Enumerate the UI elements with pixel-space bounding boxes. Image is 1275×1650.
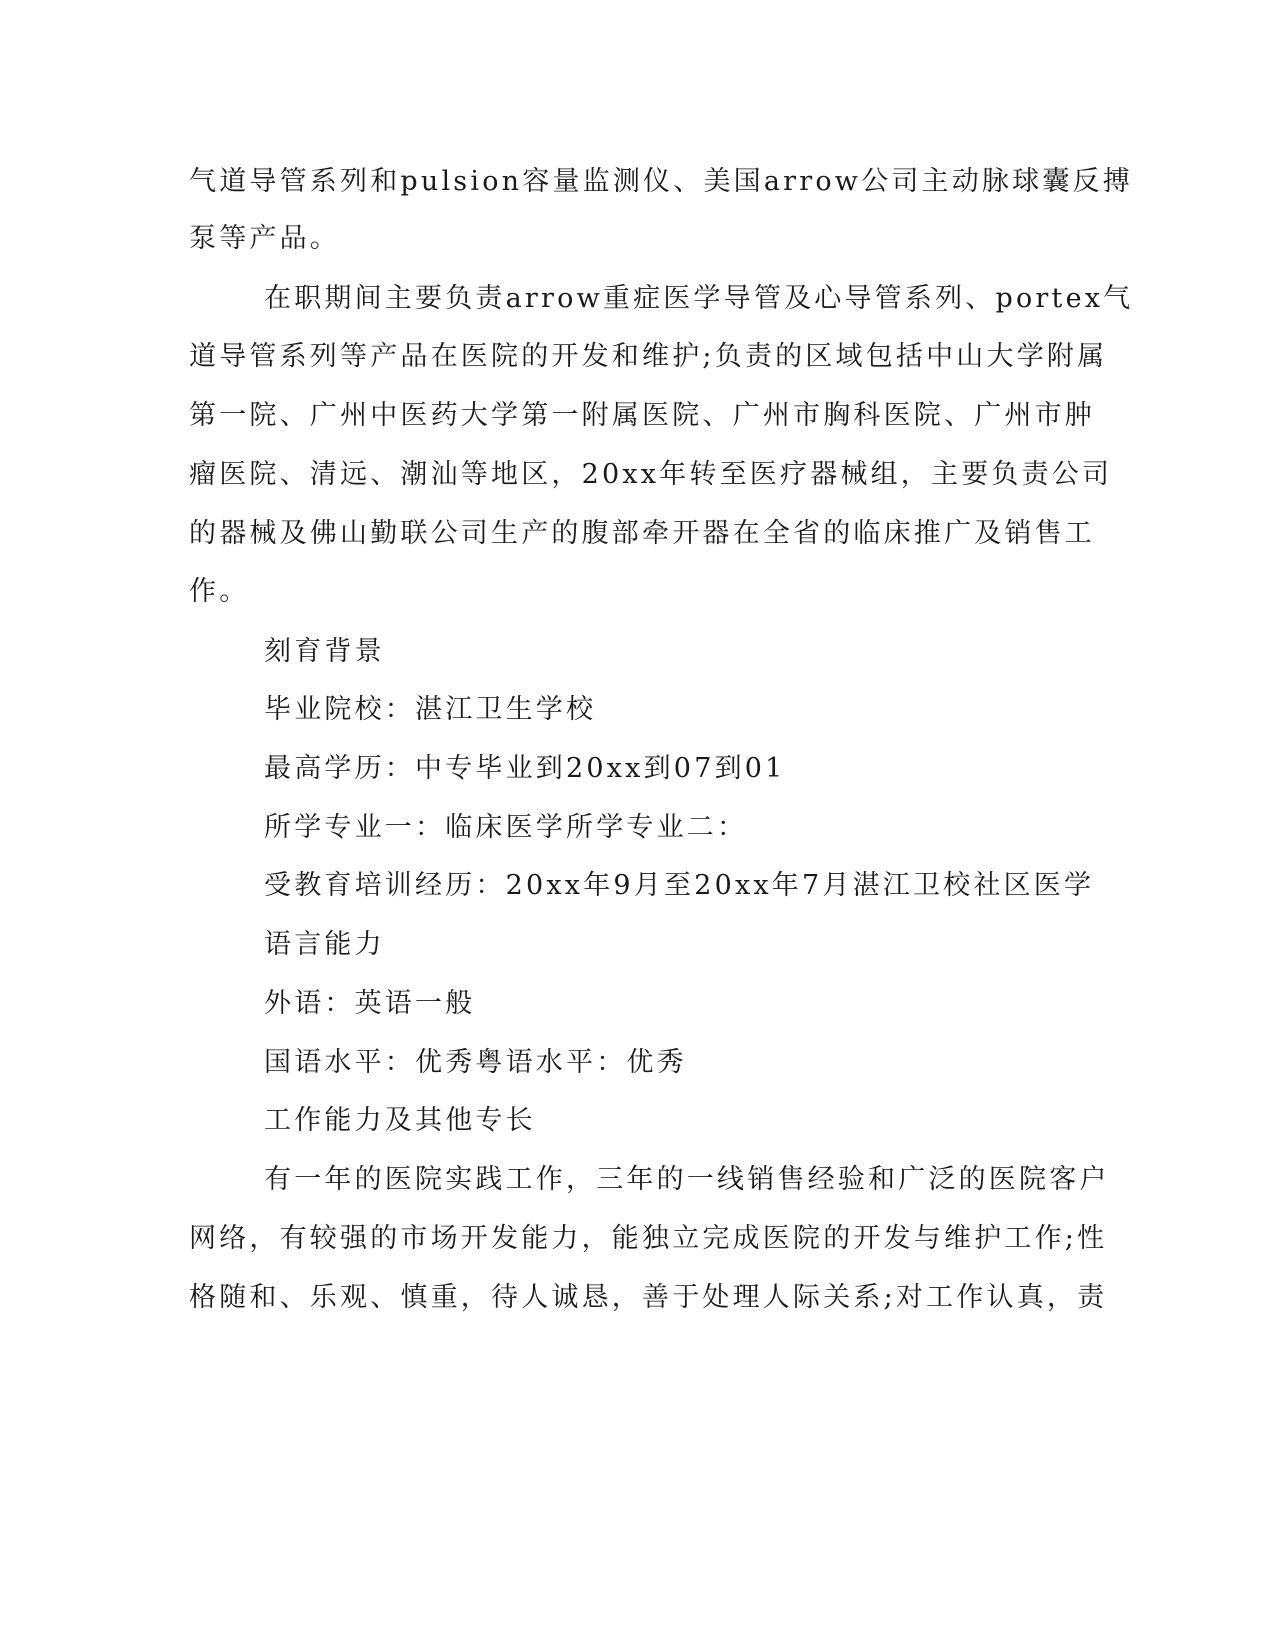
paragraph-line: 格随和、乐观、慎重，待人诚恳，善于处理人际关系;对工作认真，责: [189, 1282, 1108, 1313]
section-heading: 语言能力: [264, 929, 385, 960]
section-heading: 工作能力及其他专长: [264, 1105, 536, 1136]
info-line: 国语水平：优秀粤语水平：优秀: [264, 1047, 687, 1078]
paragraph-line: 第一院、广州中医药大学第一附属医院、广州市胸科医院、广州市肿: [189, 400, 1095, 431]
info-line: 外语：英语一般: [264, 988, 476, 1019]
paragraph-line: 有一年的医院实践工作，三年的一线销售经验和广泛的医院客户: [264, 1164, 1110, 1195]
paragraph-line: 的器械及佛山勤联公司生产的腹部牵开器在全省的临床推广及销售工: [189, 518, 1095, 549]
paragraph-line: 作。: [189, 576, 250, 607]
paragraph-line: 瘤医院、清远、潮汕等地区，20xx年转至医疗器械组，主要负责公司: [189, 459, 1113, 490]
info-line: 毕业院校：湛江卫生学校: [264, 694, 597, 725]
paragraph-line: 在职期间主要负责arrow重症医学导管及心导管系列、portex气: [264, 283, 1134, 314]
info-line: 最高学历：中专毕业到20xx到07到01: [264, 753, 786, 784]
paragraph-line: 网络，有较强的市场开发能力，能独立完成医院的开发与维护工作;性: [189, 1223, 1108, 1254]
section-heading: 刻育背景: [264, 636, 385, 667]
paragraph-line: 道导管系列等产品在医院的开发和维护;负责的区域包括中山大学附属: [189, 341, 1108, 372]
paragraph-line: 泵等产品。: [189, 223, 340, 254]
info-line: 所学专业一：临床医学所学专业二：: [264, 812, 748, 843]
paragraph-line: 气道导管系列和pulsion容量监测仪、美国arrow公司主动脉球囊反搏: [189, 166, 1133, 197]
info-line: 受教育培训经历：20xx年9月至20xx年7月湛江卫校社区医学: [264, 870, 1095, 901]
